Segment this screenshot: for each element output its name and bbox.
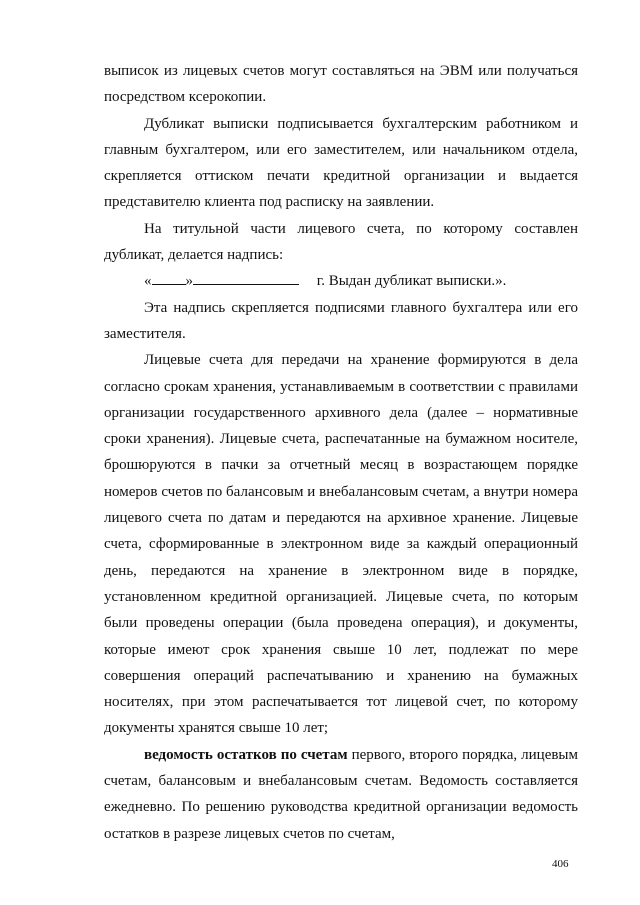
page-number: 406 xyxy=(552,858,569,870)
balance-statement-text: первого, второго порядка, лицевым счетам, балансовым и внебалансовым счетам. Ведомость составляется ежедневно. По решению руководства кредитной организации ведомость остатков в разрезе лицевых счетов по счетам, xyxy=(104,746,579,842)
day-blank xyxy=(152,270,186,285)
paragraph-inscription-template xyxy=(104,268,578,294)
close-quote: » xyxy=(185,273,193,290)
bold-term: ведомость остатков по счетам xyxy=(144,746,348,763)
paragraph-storage-rules: Лицевые счета для передачи на хранение формируются в дела согласно срокам хранения, устанавливаемым в соответствии с правилами организации государственного архивного дела (далее – нормативные сроки хранения). Лицевые счета, распечатанные на бумажном носителе, брошюруются в пачки за отчетный месяц в возрастающем порядке номеров счетов по балансовым и внебалансовым счетам, а внутри номера лицевого счета по датам и передаются на архивное хранение. Лицевые счета, сформированные в электронном виде за каждый операционный день, передаются на хранение в электронном виде в порядке, установленном кредитной организацией. Лицевые счета, по которым были проведены операции (была проведена операция), и документы, которые имеют срок хранения свыше 10 лет, подлежат по мере совершения операций распечатыванию и хранению на бумажных носителях, при этом распечатывается тот лицевой счет, по которому документы хранятся свыше 10 лет; xyxy=(104,352,578,737)
paragraph-continuation: выписок из лицевых счетов могут составляться на ЭВМ или получаться посредством ксерокопии. xyxy=(104,63,578,106)
paragraph-balance-statement xyxy=(104,742,578,847)
paragraph-inscription-signatures: Эта надпись скрепляется подписями главного бухгалтера или его заместителя. xyxy=(104,299,578,342)
paragraph-duplicate-signing: Дубликат выписки подписывается бухгалтерским работником и главным бухгалтером, или его заместителем, или начальником отдела, скрепляется оттиском печати кредитной организации и выдается представителю клиента под расписку на заявлении. xyxy=(104,115,578,211)
inscription-text: г. Выдан дубликат выписки.». xyxy=(313,273,507,290)
paragraph-title-inscription: На титульной части лицевого счета, по которому составлен дубликат, делается надпись: xyxy=(104,220,578,264)
open-quote: « xyxy=(144,273,152,290)
document-page xyxy=(104,58,578,847)
month-year-blank xyxy=(193,270,299,285)
